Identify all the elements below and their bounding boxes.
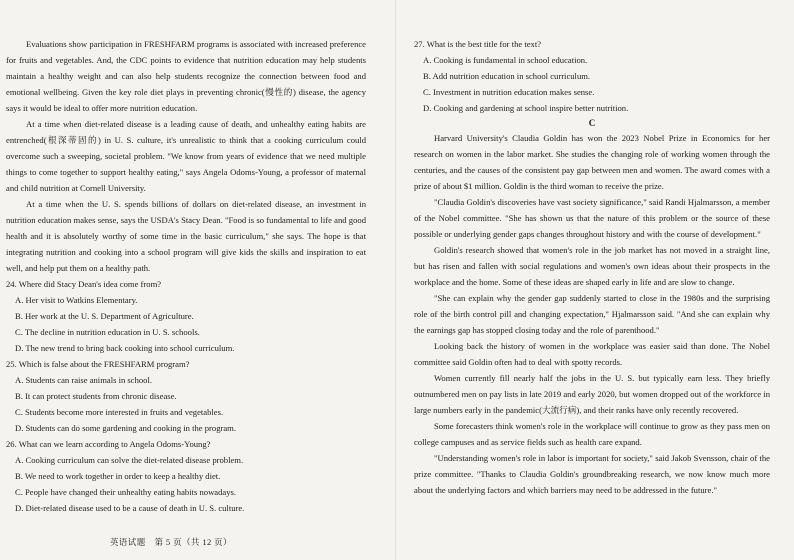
left-column — [6, 36, 366, 516]
option-d: D. The new trend to bring back cooking into school curriculum. — [15, 343, 235, 353]
passage-paragraph: Evaluations show participation in FRESHFARM programs is associated with increased preference for fruits and vegetables. And, the CDC points to evidence that nutrition education may help students maintain a healthy weight and can also help students recognize the connection between food and emotional wellbeing. Given the key role diet plays in preventing chronic(慢性的) disease, the agency says it would be ideal to offer more nutrition education. — [6, 39, 366, 113]
passage-paragraph: Looking back the history of women in the workplace was easier said than done. The Nobel committee said Goldin often had to deal with spotty records. — [414, 341, 770, 367]
option-b: B. It can protect students from chronic disease. — [15, 391, 177, 401]
option-b: B. Her work at the U. S. Department of Agriculture. — [15, 311, 194, 321]
option-c: C. The decline in nutrition education in U. S. schools. — [15, 327, 200, 337]
passage-paragraph: "Claudia Goldin's discoveries have vast society significance," said Randi Hjalmarsson, a member of the Nobel committee. "She has shown us that the nature of this problem or the source of these possible or underlying gender gaps changes throughout history and with the course of development." — [414, 197, 770, 239]
option-d: D. Students can do some gardening and cooking in the program. — [15, 423, 237, 433]
option-a: A. Cooking is fundamental in school education. — [423, 55, 588, 65]
page-footer: 英语试题 第 5 页（共 12 页） — [110, 537, 232, 547]
passage-paragraph: At a time when the U. S. spends billions of dollars on diet-related disease, an investment in nutrition education makes sense, says the USDA's Stacy Dean. "Food is so fundamental to life and good health and it is absolutely worthy of some time in the basic curriculum," she says. The hope is that integrating nutrition and cooking into a school program will give kids the skills and inspiration to eat well, and help put them on a healthy path. — [6, 199, 366, 273]
option-d: D. Cooking and gardening at school inspire better nutrition. — [423, 103, 629, 113]
question-stem: 24. Where did Stacy Dean's idea come from? — [6, 279, 162, 289]
passage-paragraph: "She can explain why the gender gap suddenly started to close in the 1980s and the surprising role of the birth control pill and changing expectation," Hjalmarsson said. "And she can explain why the earnings gap has stopped closing today and the role of parenthood." — [414, 293, 770, 335]
question-stem: 25. Which is false about the FRESHFARM program? — [6, 359, 190, 369]
option-b: B. Add nutrition education in school curriculum. — [423, 71, 591, 81]
section-heading: C — [588, 118, 596, 128]
option-a: A. Students can raise animals in school. — [15, 375, 152, 385]
option-c: C. People have changed their unhealthy eating habits nowadays. — [15, 487, 236, 497]
passage-paragraph: Harvard University's Claudia Goldin has won the 2023 Nobel Prize in Economics for her research on women in the labor market. She studies the changing role of working women through the centuries, and the causes of the consistent pay gap between men and women. The award comes with a prize of about $1 million. Goldin is the third woman to receive the prize. — [414, 133, 770, 191]
question-27 — [414, 36, 770, 116]
question-stem: 26. What can we learn according to Angela Odoms-Young? — [6, 439, 211, 449]
option-d: D. Diet-related disease used to be a cause of death in U. S. culture. — [15, 503, 245, 513]
page-fold-line — [395, 0, 396, 560]
option-c: C. Students become more interested in fruits and vegetables. — [15, 407, 224, 417]
option-c: C. Investment in nutrition education makes sense. — [423, 87, 595, 97]
question-26 — [6, 436, 366, 516]
question-25 — [6, 356, 366, 436]
right-column — [414, 36, 770, 498]
option-a: A. Cooking curriculum can solve the diet-related disease problem. — [15, 455, 244, 465]
passage-paragraph: "Understanding women's role in labor is important for society," said Jakob Svensson, chair of the prize committee. "Thanks to Claudia Goldin's groundbreaking research, we now know much more about the underlying factors and which barriers may need to be addressed in the future." — [414, 453, 770, 495]
passage-paragraph: At a time when diet-related disease is a leading cause of death, and unhealthy eating habits are entrenched(根深蒂固的) in U. S. culture, it's unrealistic to think that a cooking curriculum could overcome such a sweeping, societal problem. "We know from years of evidence that we need multiple things to come together to support healthy eating," says Angela Odoms-Young, a professor of maternal and child nutrition at Cornell University. — [6, 119, 366, 193]
passage-paragraph: Goldin's research showed that women's role in the job market has not moved in a straight line, but has risen and fallen with social regulations and women's own ideas about their prospects in the workplace and the home. Some of these ideas are shaped early in life and are slow to change. — [414, 245, 770, 287]
passage-paragraph: Some forecasters think women's role in the workplace will continue to grow as they pass men on college campuses and as service fields such as health care expand. — [414, 421, 770, 447]
question-24 — [6, 276, 366, 356]
question-stem: 27. What is the best title for the text? — [414, 39, 542, 49]
passage-paragraph: Women currently fill nearly half the jobs in the U. S. but typically earn less. They briefly outnumbered men on pay lists in late 2019 and early 2020, but women dropped out of the workforce in large numbers early in the pandemic(大流行病), and their ranks have only recently recovered. — [414, 373, 770, 415]
option-a: A. Her visit to Watkins Elementary. — [15, 295, 138, 305]
option-b: B. We need to work together in order to keep a healthy diet. — [15, 471, 221, 481]
